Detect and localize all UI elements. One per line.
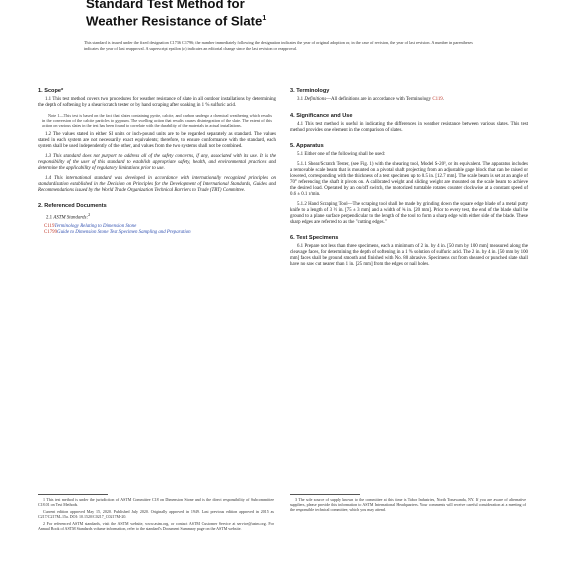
title-line-2: Weather Resistance of Slate$^1$ (86, 13, 267, 29)
title-footnote-mark: 1 (262, 15, 267, 22)
link-c119[interactable]: C119 (432, 97, 443, 103)
paragraph-5-1-1: 5.1.1 Shear/Scratch Tester, (see Fig. 1) with the shearing tool, Model S-20³, or its equivalent. The apparatus includes a removable scale beam that is mounted on a pivotal shaft projecting from an adjustable gage block that can be raised or lowered, corresponding with the thickness of a test specimen up to 0.5 in. [12.7 mm]. The scale beam is set at an angle of 70° referencing the shaft it pivots on. A calibrated weight and sliding weight are mounted on the scale beam to achieve the desired load. Operated by an on/off switch, the motorized turntable rotates counter clockwise at a constant speed of 0.6 ± 0.1 r/min. (290, 161, 528, 198)
section-heading-scope: 1. Scope* (38, 88, 64, 94)
paragraph-3-1: 3.1 Definitions—All definitions are in accordance with Terminology C119. (297, 97, 444, 103)
paragraph-4-1: 4.1 This test method is useful in indicating the differences in weather resistance between various slates. This test method provides one element in the comparison of slates. (290, 121, 528, 133)
section-heading-test-specimens: 6. Test Specimens (290, 235, 339, 242)
footnote-divider (290, 494, 360, 495)
left-column (38, 88, 276, 236)
reference-item[interactable]: C1799Guide to Dimension Stone Test Specimen Sampling and Preparation (44, 229, 191, 235)
section-heading-significance: 4. Significance and Use (290, 112, 353, 119)
title-line-1: Standard Test Method for (86, 0, 245, 11)
reference-list (38, 224, 276, 236)
section-heading-terminology: 3. Terminology (290, 88, 330, 94)
paragraph-1-1: 1.1 This test method covers two procedures for weather resistance of slate in all outdoor installations by determining the depth of softening by a shear/scratch tester or by hand scraping after soaking in 1 % sulfuric acid. (38, 97, 276, 109)
footnote: Current edition approved May 15, 2020. Published July 2020. Originally approved in 1949. Last previous edition approved in 2015 as C217/C217M–15a. DOI: 10.1520/C0217_C0217M-20. (38, 509, 274, 519)
footnote: 1 This test method is under the jurisdiction of ASTM Committee C18 on Dimension Stone and is the direct responsibility of Subcommittee C18.01 on Test Methods. (38, 497, 274, 507)
note-1: Note 1—This test is based on the fact that slates containing pyrite, calcite, and carbon undergo a chemical weathering which results in the conversion of the calcite particles to gypsum. The swelling action that results causes disintegration of the slate. The extent of this action on various slates in the test has been found to correlate with the durability of the materials in actual installations. (42, 112, 272, 129)
paragraph-1-4: 1.4 This international standard was developed in accordance with internationally recognized principles on standardization established in the Decision on Principles for the Development of International Standards, Guides and Recommendations issued by the World Trade Organization Technical Barriers to Trade (TBT) Committee. (38, 175, 276, 193)
designation-notice: This standard is issued under the fixed designation C1736 C1796; the number immediately following the designation indicates the year of original adoption or, in the case of revision, the year of last revision. A number in parentheses indicates the year of last reapproval. A superscript epsilon (ε) indicates an editorial change since the last revision or reapproval. (84, 40, 473, 51)
right-column (290, 88, 528, 272)
footnote-divider (38, 494, 108, 495)
footnotes-right (290, 497, 526, 514)
footnotes-left (38, 497, 274, 533)
paragraph-1-2: 1.2 The values stated in either SI units or inch-pound units are to be regarded separately as standard. The values stated in each system are not necessarily exact equivalents; therefore, to ensure conformance with the standard, each system shall be used independently of the other, and values from the two systems shall not be combined. (38, 132, 276, 150)
document-title (86, 0, 506, 28)
paragraph-6-1: 6.1 Prepare not less than three specimens, each a minimum of 2 in. by 4 in. [50 mm by 100 mm] measured along the cleavage faces, for determining the depth of softening in a 1 % solution of sulfuric acid. The 2 in. by 4 in. [50 mm by 100 mm] faces shall be ground smooth and finished with No. 80 abrasive. Specimens cut from sheared or punched slate shall have no saw cut nearer than 1 in. [25 mm] from the edges or nail holes. (290, 244, 528, 268)
section-heading-referenced-documents: 2. Referenced Documents (38, 203, 107, 210)
footnote: 3 The sole source of supply known to the committee at this time is Tabor Industries, North Tonawanda, NY. If you are aware of alternative suppliers, please provide this information to ASTM International Headquarters. Your comments will receive careful consideration at a meeting of the responsible technical committee, which you may attend. (290, 497, 526, 512)
paragraph-5-1-2: 5.1.2 Hand Scraping Tool—The scraping tool shall be made by grinding down the square edge blade of a metal putty knife to a length of 3 ½ in. [75 ± 3 mm] and a width of ¾ in. [20 mm]. Prior to every test, the end of the blade shall be ground to a plane surface perpendicular to the length of the tool to form a sharp edge with either side of the blade. These sharp edges are referred to as the "cutting edges." (290, 201, 528, 225)
footnote: 2 For referenced ASTM standards, visit the ASTM website, www.astm.org, or contact ASTM Customer Service at service@astm.org. For Annual Book of ASTM Standards volume information, refer to the standard's Document Summary page on the ASTM website. (38, 521, 274, 531)
referenced-standards-intro: 2.1 ASTM Standards:$^2$ (46, 212, 91, 221)
reference-item[interactable]: C119Terminology Relating to Dimension Stone (44, 223, 137, 229)
section-heading-apparatus: 5. Apparatus (290, 143, 324, 150)
paragraph-1-3: 1.3 This standard does not purport to address all of the safety concerns, if any, associated with its use. It is the responsibility of the user of this standard to establish appropriate safety, health, and environmental practices and determine the applicability of regulatory limitations prior to use. (38, 154, 276, 172)
paragraph-5-1: 5.1 Either one of the following shall be used: (297, 152, 386, 158)
